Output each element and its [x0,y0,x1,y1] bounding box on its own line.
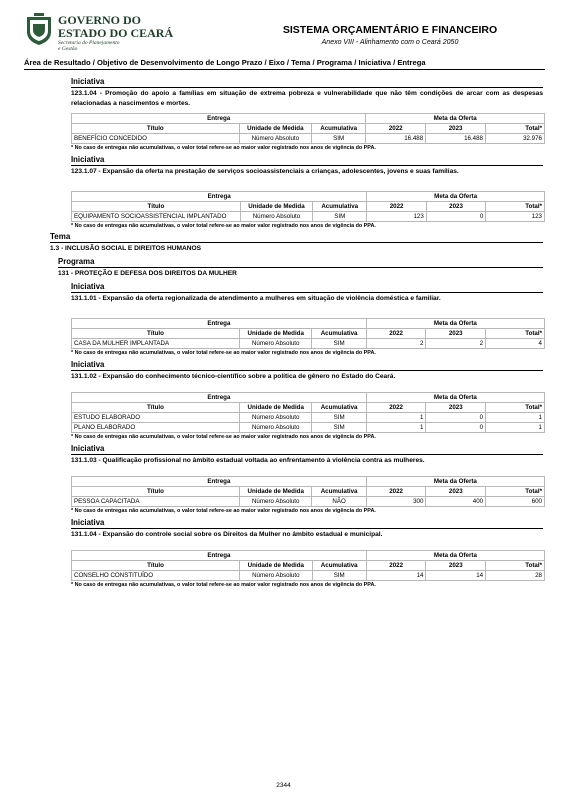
entrega-group-header: Entrega [72,319,367,329]
col-total: Total* [486,202,545,212]
cell-unidade: Número Absoluto [239,339,312,349]
table-row [72,423,545,433]
cell-total: 28 [486,571,545,581]
ceara-coat-of-arms-icon [24,12,54,46]
iniciativa-section [71,77,543,152]
cell-unidade: Número Absoluto [240,212,312,222]
cell-titulo: BENEFÍCIO CONCEDIDO [72,134,240,144]
table-row [72,339,545,349]
cell-acumulativa: SIM [312,413,366,423]
cell-2022: 123 [367,212,426,222]
cell-2023: 400 [426,497,486,507]
cell-titulo: CONSELHO CONSTITUÍDO [72,571,240,581]
tema-section [50,232,543,254]
entrega-group-header: Entrega [72,477,367,487]
iniciativa-description: 131.1.02 - Expansão do conhecimento técnico-científico sobre a política de gênero no Estado do Ceará. [71,373,396,380]
col-unidade: Unidade de Medida [240,202,312,212]
table-row [72,497,545,507]
col-2023: 2023 [426,124,486,134]
cell-titulo: PESSOA CAPACITADA [72,497,240,507]
entrega-table [71,318,545,349]
entrega-table [71,476,545,507]
table-footnote: * No caso de entregas não acumulativas, o valor total refere-se ao maior valor registrado nos anos de vigência do PPA. [71,508,376,514]
col-unidade: Unidade de Medida [239,124,311,134]
cell-titulo: PLANO ELABORADO [72,423,240,433]
government-logo [24,12,174,56]
cell-2023: 14 [426,571,486,581]
entrega-table [71,392,545,433]
meta-group-header: Meta da Oferta [366,551,544,561]
col-2022: 2022 [366,561,426,571]
table-footnote: * No caso de entregas não acumulativas, o valor total refere-se ao maior valor registrado nos anos de vigência do PPA. [71,223,376,229]
col-2023: 2023 [426,202,485,212]
iniciativa-description: 123.1.07 - Expansão da oferta na prestação de serviços socioassistenciais a crianças, adolescentes, jovens e suas famílias. [71,168,459,175]
table-footnote: * No caso de entregas não acumulativas, o valor total refere-se ao maior valor registrado nos anos de vigência do PPA. [71,145,376,151]
entrega-table [71,113,545,144]
table-column-header [72,403,545,413]
table-row [72,134,545,144]
cell-unidade: Número Absoluto [239,413,312,423]
cell-2023: 2 [426,339,486,349]
table-group-header [72,192,545,202]
col-titulo: Título [72,403,240,413]
programa-heading: Programa [58,257,543,268]
col-acumulativa: Acumulativa [312,329,366,339]
meta-group-header: Meta da Oferta [366,114,545,124]
iniciativa-heading: Iniciativa [71,518,543,529]
cell-2022: 300 [366,497,426,507]
col-2022: 2022 [366,329,426,339]
table-column-header [72,329,545,339]
iniciativa-description: 131.1.01 - Expansão da oferta regionalizada de atendimento a mulheres em situação de violência doméstica e familiar. [71,295,441,302]
col-total: Total* [486,124,545,134]
col-2023: 2023 [426,561,486,571]
cell-titulo: EQUIPAMENTO SOCIOASSISTENCIAL IMPLANTADO [72,212,241,222]
col-total: Total* [486,403,545,413]
table-column-header [72,487,545,497]
col-total: Total* [486,561,545,571]
cell-2022: 1 [366,423,426,433]
meta-group-header: Meta da Oferta [367,192,545,202]
cell-2022: 16.488 [366,134,426,144]
cell-2022: 1 [366,413,426,423]
iniciativa-section [71,155,543,230]
table-row [72,413,545,423]
entrega-table [71,550,545,581]
annex-subtitle: Anexo VIII - Alinhamento com o Ceará 2050 [321,39,459,46]
iniciativa-heading: Iniciativa [71,282,543,293]
logo-subtitle [58,40,120,52]
col-acumulativa: Acumulativa [312,487,366,497]
cell-titulo: ESTUDO ELABORADO [72,413,240,423]
table-group-header [72,551,545,561]
table-footnote: * No caso de entregas não acumulativas, o valor total refere-se ao maior valor registrado nos anos de vigência do PPA. [71,350,376,356]
table-group-header [72,477,545,487]
entrega-group-header: Entrega [72,192,367,202]
cell-unidade: Número Absoluto [240,571,313,581]
table-row [72,571,545,581]
cell-unidade: Número Absoluto [239,497,312,507]
iniciativa-description: 131.1.03 - Qualificação profissional no âmbito estadual voltada ao enfrentamento à violência contra as mulheres. [71,457,425,464]
cell-unidade: Número Absoluto [239,423,312,433]
logo-line-2: ESTADO DO CEARÁ [58,26,174,40]
col-unidade: Unidade de Medida [239,487,312,497]
entrega-group-header: Entrega [72,114,366,124]
table-group-header [72,319,545,329]
cell-acumulativa: SIM [312,339,366,349]
entrega-table [71,191,545,222]
breadcrumb: Área de Resultado / Objetivo de Desenvolvimento de Longo Prazo / Eixo / Tema / Programa / Iniciativa / Entrega [24,58,426,67]
cell-total: 123 [486,212,545,222]
system-title: SISTEMA ORÇAMENTÁRIO E FINANCEIRO [282,24,498,36]
col-2023: 2023 [426,329,486,339]
tema-description: 1.3 - INCLUSÃO SOCIAL E DIREITOS HUMANOS [50,245,202,252]
meta-group-header: Meta da Oferta [366,319,544,329]
meta-group-header: Meta da Oferta [366,393,544,403]
cell-acumulativa: SIM [312,571,366,581]
page-header [0,0,567,60]
cell-acumulativa: SIM [312,134,366,144]
col-acumulativa: Acumulativa [313,202,367,212]
logo-line-1: GOVERNO DO [58,13,142,27]
document-content [0,74,567,589]
table-group-header [72,114,545,124]
col-unidade: Unidade de Medida [240,561,313,571]
table-group-header [72,393,545,403]
page-number: 2344 [276,782,291,789]
cell-total: 1 [486,423,545,433]
cell-2023: 16.488 [426,134,486,144]
table-row [72,212,545,222]
col-unidade: Unidade de Medida [239,329,312,339]
iniciativa-section [71,518,543,589]
tema-heading: Tema [50,232,543,243]
col-acumulativa: Acumulativa [312,124,366,134]
col-titulo: Título [72,202,241,212]
col-acumulativa: Acumulativa [312,403,366,413]
iniciativa-section [71,282,543,357]
col-2023: 2023 [426,403,486,413]
col-unidade: Unidade de Medida [239,403,312,413]
cell-2023: 0 [426,413,486,423]
iniciativa-description: 131.1.04 - Expansão do controle social sobre os Direitos da Mulher no âmbito estadual e municipal. [71,531,383,538]
col-2022: 2022 [367,202,426,212]
table-footnote: * No caso de entregas não acumulativas, o valor total refere-se ao maior valor registrado nos anos de vigência do PPA. [71,434,376,440]
col-titulo: Título [72,487,240,497]
cell-total: 1 [486,413,545,423]
col-2022: 2022 [366,403,426,413]
iniciativa-heading: Iniciativa [71,155,543,166]
col-2022: 2022 [366,487,426,497]
iniciativa-section [71,360,543,441]
header-divider [24,69,545,70]
iniciativa-heading: Iniciativa [71,444,543,455]
col-titulo: Título [72,329,240,339]
cell-acumulativa: SIM [313,212,367,222]
col-2023: 2023 [426,487,486,497]
iniciativa-section [71,444,543,515]
cell-total: 600 [486,497,545,507]
programa-section [58,257,543,279]
cell-acumulativa: NÃO [312,497,366,507]
iniciativa-heading: Iniciativa [71,77,543,88]
cell-2023: 0 [426,212,485,222]
logo-subtitle-1: Secretaria do Planejamento [58,40,120,46]
col-2022: 2022 [366,124,426,134]
col-acumulativa: Acumulativa [312,561,366,571]
col-total: Total* [486,487,545,497]
logo-subtitle-2: e Gestão [58,46,78,52]
entrega-group-header: Entrega [72,551,367,561]
programa-description: 131 - PROTEÇÃO E DEFESA DOS DIREITOS DA MULHER [58,270,237,277]
iniciativa-description: 123.1.04 - Promoção do apoio a famílias em situação de extrema pobreza e vulnerabilidade que não têm condições de arcar com as despesas relacionadas a nascimentos e mortes. [71,90,543,107]
cell-total: 4 [486,339,545,349]
table-column-header [72,202,545,212]
col-total: Total* [486,329,545,339]
cell-unidade: Número Absoluto [239,134,311,144]
cell-total: 32.976 [486,134,545,144]
meta-group-header: Meta da Oferta [366,477,544,487]
iniciativa-heading: Iniciativa [71,360,543,371]
table-footnote: * No caso de entregas não acumulativas, o valor total refere-se ao maior valor registrado nos anos de vigência do PPA. [71,582,376,588]
col-titulo: Título [72,561,240,571]
cell-acumulativa: SIM [312,423,366,433]
table-column-header [72,561,545,571]
col-titulo: Título [72,124,240,134]
table-column-header [72,124,545,134]
cell-titulo: CASA DA MULHER IMPLANTADA [72,339,240,349]
cell-2022: 2 [366,339,426,349]
entrega-group-header: Entrega [72,393,367,403]
cell-2023: 0 [426,423,486,433]
cell-2022: 14 [366,571,426,581]
